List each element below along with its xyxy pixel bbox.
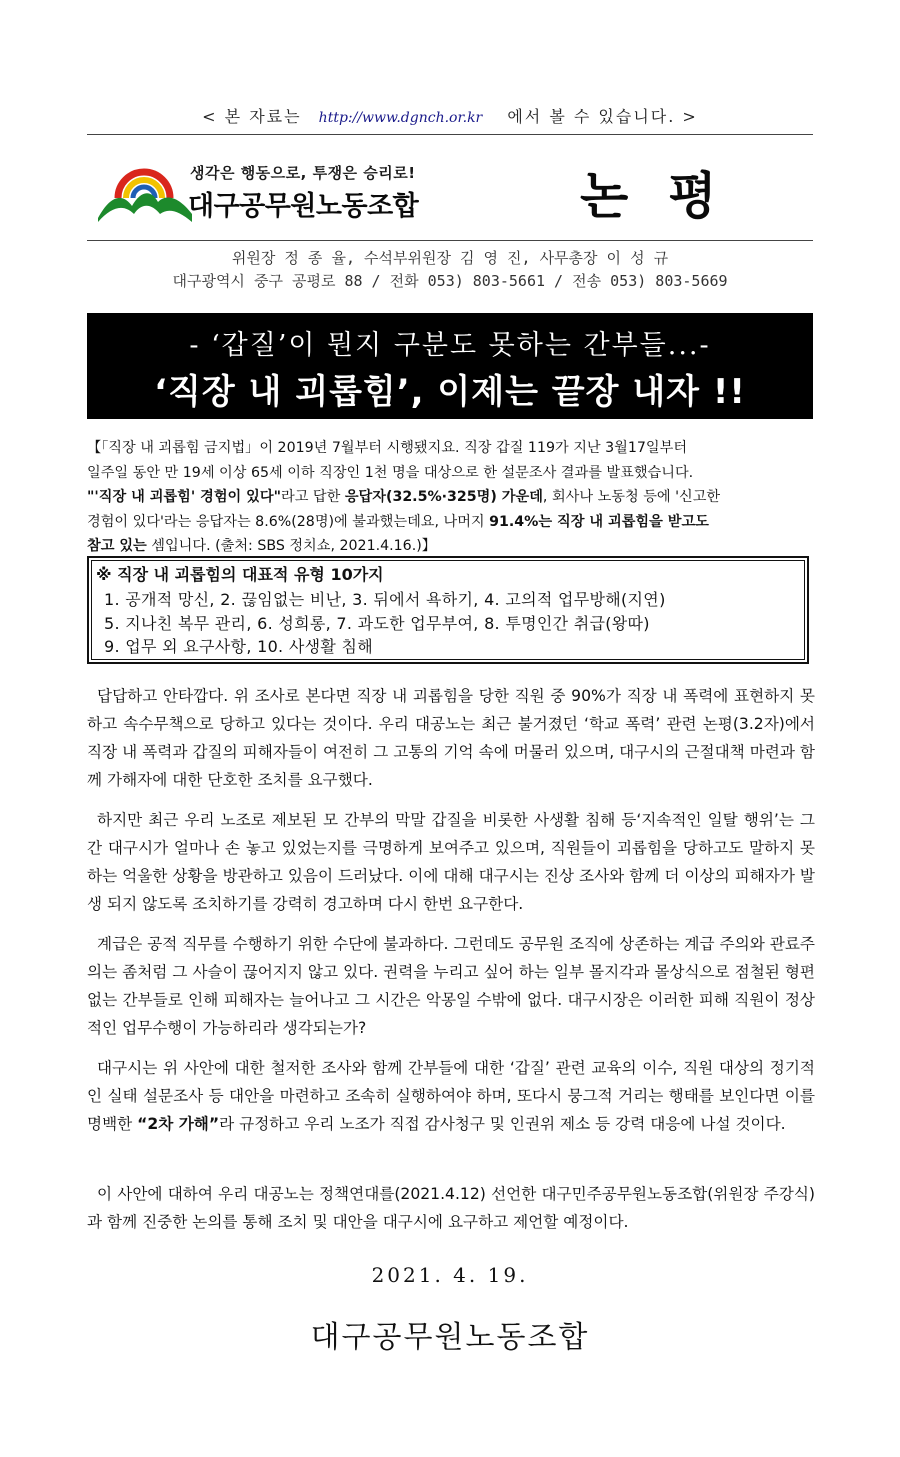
org-name: 대구공무원노동조합 [188,191,419,222]
intro-line [87,534,815,559]
intro-summary [87,436,815,559]
footer-org-name: 대구공무원노동조합 [310,1320,590,1355]
types-line: 9. 업무 외 요구사항, 10. 사생활 침해 [104,637,373,656]
paragraph-text: 계급은 공적 직무를 수행하기 위한 수단에 불과하다. 그런데도 공무원 조직에 상존하는 계급 주의와 관료주의는 좀처럼 그 사슬이 끊어지지 않고 있다. 권력을 누리고 싶어 하는 일부 몰지각과 몰상식으로 점철된 형편없는 간부들로 인해 피해자는 늘어나고 그 시간은 악몽일 수밖에 없다. 대구시장은 이러한 피해 직원이 정상적인 업무수행이 가능하리라 생각되는가? [87,935,815,1037]
paragraph-text: 하지만 최근 우리 노조로 제보된 모 간부의 막말 갑질을 비롯한 사생활 침해 등‘지속적인 일탈 행위’는 그 간 대구시가 얼마나 손 놓고 있었는지를 극명하게 보여주고 있으며, 직원들이 괴롭힘을 당하고도 말하지 못하는 억울한 상황을 방관하고 있음이 드러났다. 이에 대해 대구시는 진상 조사와 함께 더 이상의 피해자가 발생 되지 않도록 조치하기를 강력히 경고하며 다시 한번 요구한다. [87,811,815,913]
body-paragraph [87,806,815,918]
banner-subtitle: - ‘갑질’이 뭔지 구분도 못하는 간부들...- [189,330,711,361]
intro-text: 셈입니다. (출처: SBS 정치쇼, 2021.4.16.)】 [146,538,436,554]
types-line: 1. 공개적 망신, 2. 끊임없는 비난, 3. 뒤에서 욕하기, 4. 고의적 업무방해(지연) [104,590,666,609]
body-paragraph [87,1054,815,1138]
top-divider [87,134,813,135]
source-url-link[interactable]: http://www.dgnch.or.kr [318,110,483,126]
intro-bold: 응답자(32.5%·325명) 가운데 [344,489,543,505]
banner-title: ‘직장 내 괴롭힘’, 이제는 끝장 내자 !! [154,372,746,412]
paragraph-text: 대구시는 위 사안에 대한 철저한 조사와 함께 간부들에 대한 ‘갑질’ 관련 교육의 이수, 직원 대상의 정기적인 실태 설문조사 등 대안을 마련하고 조속히 실행하여야 하며, 또다시 뭉그적 거리는 행태를 보인다면 이를 명백한 [87,1059,815,1133]
intro-bold: 91.4%는 직장 내 괴롭힘을 받고도 [489,513,709,530]
distribution-note [0,104,900,127]
paragraph-text: 이 사안에 대하여 우리 대공노는 정책연대를(2021.4.12) 선언한 대구민주공무원노동조합(위원장 주강식)과 함께 진중한 논의를 통해 조치 및 대안을 대구시에 요구하고 제언할 예정이다. [87,1185,815,1231]
intro-line [87,510,815,535]
note-suffix: 에서 볼 수 있습니다. > [507,107,698,126]
paragraph-text: 라 규정하고 우리 노조가 직접 감사청구 및 인권위 제소 등 강력 대응에 나설 것이다. [219,1115,786,1133]
types-title: ※ 직장 내 괴롭힘의 대표적 유형 10가지 [96,565,384,584]
address-line: 대구광역시 중구 공평로 88 / 전화 053) 803-5661 / 전송 053) 803-5669 [172,272,728,290]
intro-text: 라고 답한 [281,489,345,505]
intro-line [87,485,815,510]
body-paragraph [87,682,815,794]
intro-line: 【「직장 내 괴롭힘 금지법」이 2019년 7월부터 시행됐지요. 직장 갑질 119가 지난 3월17일부터 [87,440,688,456]
note-prefix: < 본 자료는 [202,107,302,126]
body-paragraph [87,1180,815,1236]
paragraph-text: 답답하고 안타깝다. 위 조사로 본다면 직장 내 괴롭힘을 당한 직원 중 90%가 직장 내 폭력에 표현하지 못하고 속수무책으로 당하고 있다는 것이다. 우리 대공노는 최근 불거졌던 ‘학교 폭력’ 관련 논평(3.2자)에서 직장 내 폭력과 갑질의 피해자들이 여전히 그 고통의 기억 속에 머물러 있으며, 대구시의 근절대책 마련과 함께 가해자에 대한 단호한 조치를 요구했다. [87,687,815,789]
intro-line: 일주일 동안 만 19세 이상 65세 이하 직장인 1천 명을 대상으로 한 설문조사 결과를 발표했습니다. [87,464,694,481]
officers-line: 위원장 정 종 율, 수석부위원장 김 영 진, 사무총장 이 성 규 [231,249,669,267]
union-logo-icon [96,152,196,224]
slogan: 생각은 행동으로, 투쟁은 승리로! [190,164,416,182]
body-paragraph [87,930,815,1042]
intro-bold: "'직장 내 괴롭힘' 경험이 있다" [87,489,281,505]
header-divider [87,240,813,241]
document-date: 2021. 4. 19. [371,1263,529,1287]
intro-bold: 참고 있는 [87,538,147,554]
intro-text: , 회사나 노동청 등에 '신고한 [542,489,721,505]
types-line: 5. 지나친 복무 관리, 6. 성희롱, 7. 과도한 업무부여, 8. 투명인간 취급(왕따) [104,614,650,633]
intro-text: 경험이 있다'라는 응답자는 8.6%(28명)에 불과했는데요, 나머지 [87,513,490,530]
document-genre: 논평 [580,167,757,225]
paragraph-bold: “2차 가해” [137,1115,220,1133]
